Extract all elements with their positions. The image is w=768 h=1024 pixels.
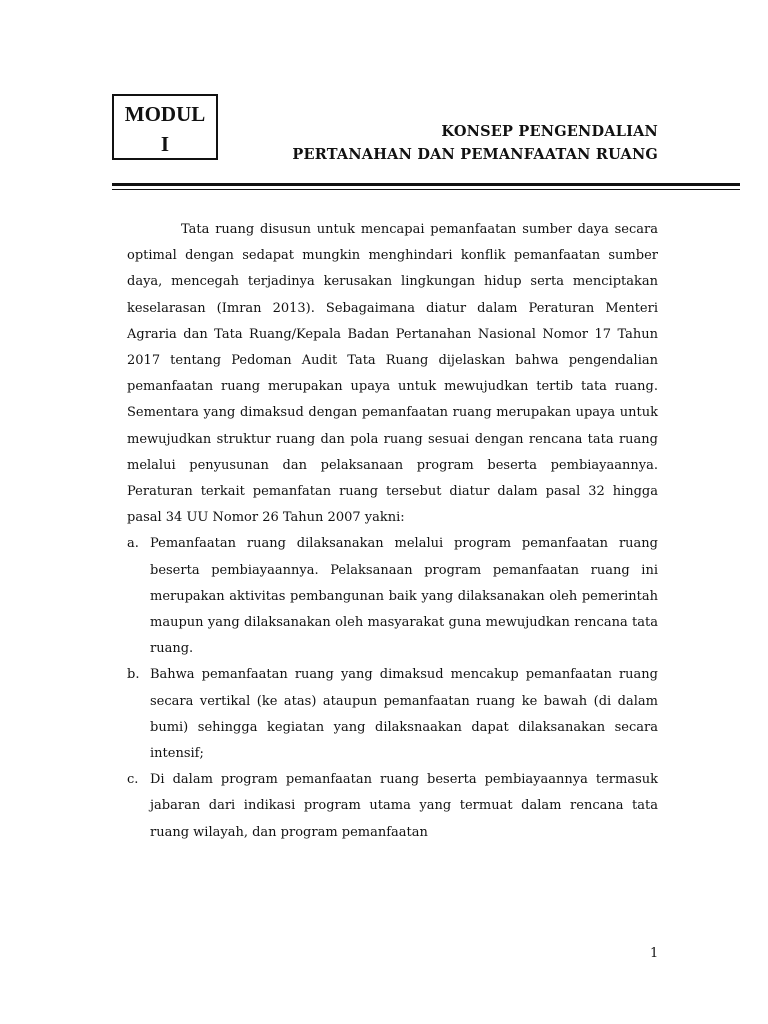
regulation-list bbox=[127, 531, 658, 845]
title-line-2: PERTANAHAN DAN PEMANFAATAN RUANG bbox=[292, 146, 658, 163]
list-item-text: Bahwa pemanfaatan ruang yang dimaksud mencakup pemanfaatan ruang secara vertikal (ke atas) ataupun pemanfaatan ruang ke bawah (di dalam bumi) sehingga kegiatan yang dilaksnaakan dapat dilaksanakan secara intensif; bbox=[150, 667, 658, 762]
module-label-box bbox=[112, 94, 218, 160]
header-divider-thin bbox=[112, 189, 740, 190]
list-item-text: Pemanfaatan ruang dilaksanakan melalui program pemanfaatan ruang beserta pembiayaannya. Pelaksanaan program pemanfaatan ruang ini merupakan aktivitas pembangunan baik yang dilaksanakan oleh pemerintah maupun yang dilaksanakan oleh masyarakat guna mewujudkan rencana tata ruang. bbox=[150, 536, 658, 657]
list-marker: a. bbox=[127, 536, 139, 552]
module-number: I bbox=[160, 132, 170, 156]
header-divider-thick bbox=[112, 183, 740, 186]
intro-paragraph: Tata ruang disusun untuk mencapai pemanfaatan sumber daya secara optimal dengan sedapat mungkin menghindari konflik pemanfaatan sumber daya, mencegah terjadinya kerusakan lingkungan hidup serta menciptakan keselarasan (Imran 2013). Sebagaimana diatur dalam Peraturan Menteri Agraria dan Tata Ruang/Kepala Badan Pertanahan Nasional Nomor 17 Tahun 2017 tentang Pedoman Audit Tata Ruang dijelaskan bahwa pengendalian pemanfaatan ruang merupakan upaya untuk mewujudkan tertib tata ruang. Sementara yang dimaksud dengan pemanfaatan ruang merupakan upaya untuk mewujudkan struktur ruang dan pola ruang sesuai dengan rencana tata ruang melalui penyusunan dan pelaksanaan program beserta pembiayaannya. Peraturan terkait pemanfatan ruang tersebut diatur dalam pasal 32 hingga pasal 34 UU Nomor 26 Tahun 2007 yakni: bbox=[127, 222, 658, 526]
list-item-text: Di dalam program pemanfaatan ruang beserta pembiayaannya termasuk jabaran dari indikasi program utama yang termuat dalam rencana tata ruang wilayah, dan program pemanfaatan bbox=[150, 772, 658, 840]
page-title bbox=[292, 120, 658, 166]
list-marker: b. bbox=[127, 667, 140, 683]
list-marker: c. bbox=[127, 772, 139, 788]
list-item bbox=[127, 767, 658, 846]
document-body bbox=[127, 217, 658, 846]
page-number: 1 bbox=[650, 946, 659, 961]
module-label: MODUL bbox=[124, 102, 206, 126]
list-item bbox=[127, 662, 658, 767]
list-item bbox=[127, 531, 658, 662]
title-line-1: KONSEP PENGENDALIAN bbox=[441, 123, 658, 140]
